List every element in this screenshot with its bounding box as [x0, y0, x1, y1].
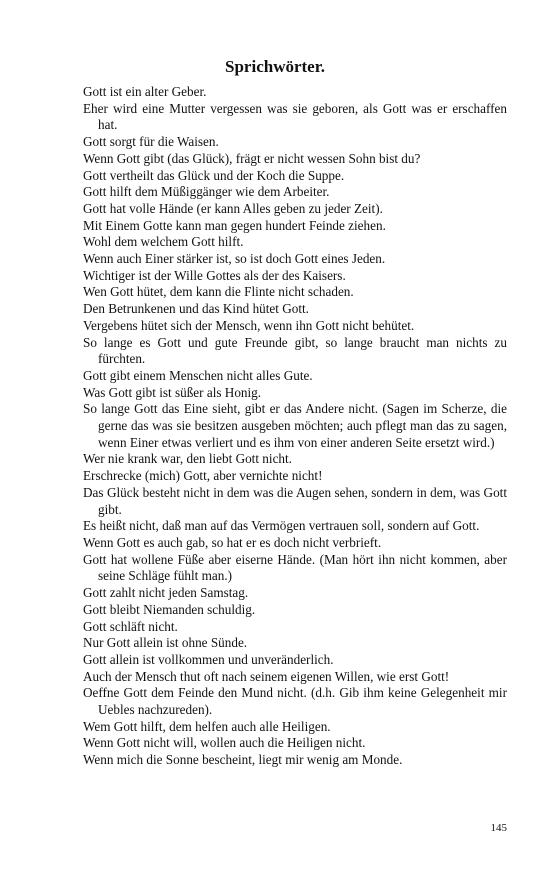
- proverb-line: Wichtiger ist der Wille Gottes als der des Kaisers.: [83, 267, 346, 283]
- page-title: Sprichwörter.: [225, 57, 325, 76]
- proverb-line: Gott vertheilt das Glück und der Koch die Suppe.: [83, 167, 345, 183]
- proverb-line: Wenn Gott es auch gab, so hat er es doch nicht verbrieft.: [83, 534, 382, 550]
- proverb-line: Es heißt nicht, daß man auf das Vermögen vertrauen soll, sondern auf Gott.: [83, 518, 480, 534]
- proverb-line: Mit Einem Gotte kann man gegen hundert Feinde ziehen.: [83, 217, 386, 233]
- proverb-line: Vergebens hütet sich der Mensch, wenn ihn Gott nicht behütet.: [83, 317, 415, 333]
- proverb-line: Gott hat volle Hände (er kann Alles geben zu jeder Zeit).: [83, 200, 383, 216]
- proverb-line: Eher wird eine Mutter vergessen was sie geboren, als Gott was er erschaffen hat.: [83, 100, 507, 133]
- proverb-line: Wohl dem welchem Gott hilft.: [83, 234, 244, 250]
- proverb-line: Gott gibt einem Menschen nicht alles Gute.: [83, 367, 313, 383]
- proverb-line: Gott allein ist vollkommen und unveränderlich.: [83, 651, 334, 667]
- proverb-line: Gott hat wollene Füße aber eiserne Hände. (Man hört ihn nicht kommen, aber seine Schläge fühlt man.): [83, 551, 507, 584]
- proverb-line: Gott sorgt für die Waisen.: [83, 134, 219, 150]
- proverb-line: Wenn Gott gibt (das Glück), frägt er nicht wessen Sohn bist du?: [83, 150, 421, 166]
- proverb-line: Wenn auch Einer stärker ist, so ist doch Gott eines Jeden.: [83, 251, 386, 267]
- proverb-line: Gott bleibt Niemanden schuldig.: [83, 601, 256, 617]
- proverb-line: Wenn Gott nicht will, wollen auch die Heiligen nicht.: [83, 735, 366, 751]
- proverb-list: [83, 84, 507, 769]
- proverb-line: So lange es Gott und gute Freunde gibt, so lange braucht man nichts zu fürchten.: [83, 334, 507, 367]
- proverb-line: So lange Gott das Eine sieht, gibt er das Andere nicht. (Sagen im Scherze, die gerne das was sie besitzen ausgeben möchten; auch pflegt man das zu sagen, wenn Einer etwas verliert und es ihm von einer anderen Seite ersetzt wird.): [83, 401, 507, 450]
- proverb-line: Gott zahlt nicht jeden Samstag.: [83, 585, 249, 601]
- proverb-line: Den Betrunkenen und das Kind hütet Gott.: [83, 301, 309, 317]
- page-number: 145: [490, 822, 507, 834]
- proverb-line: Erschrecke (mich) Gott, aber vernichte nicht!: [83, 468, 323, 484]
- proverb-line: Wem Gott hilft, dem helfen auch alle Heiligen.: [83, 718, 331, 734]
- proverb-line: Wenn mich die Sonne bescheint, liegt mir wenig am Monde.: [83, 752, 403, 768]
- proverb-line: Gott schläft nicht.: [83, 618, 178, 634]
- proverb-line: Das Glück besteht nicht in dem was die Augen sehen, sondern in dem, was Gott gibt.: [83, 484, 507, 517]
- proverb-line: Was Gott gibt ist süßer als Honig.: [83, 384, 262, 400]
- proverb-line: Wer nie krank war, den liebt Gott nicht.: [83, 451, 292, 467]
- proverb-line: Wen Gott hütet, dem kann die Flinte nicht schaden.: [83, 284, 354, 300]
- proverb-line: Gott ist ein alter Geber.: [83, 84, 207, 99]
- proverb-line: Oeffne Gott dem Feinde den Mund nicht. (d.h. Gib ihm keine Gelegenheit mir Uebles nachzureden).: [83, 685, 507, 718]
- proverb-line: Auch der Mensch thut oft nach seinem eigenen Willen, wie erst Gott!: [83, 668, 450, 684]
- proverb-line: Nur Gott allein ist ohne Sünde.: [83, 635, 248, 651]
- proverb-line: Gott hilft dem Müßiggänger wie dem Arbeiter.: [83, 184, 330, 200]
